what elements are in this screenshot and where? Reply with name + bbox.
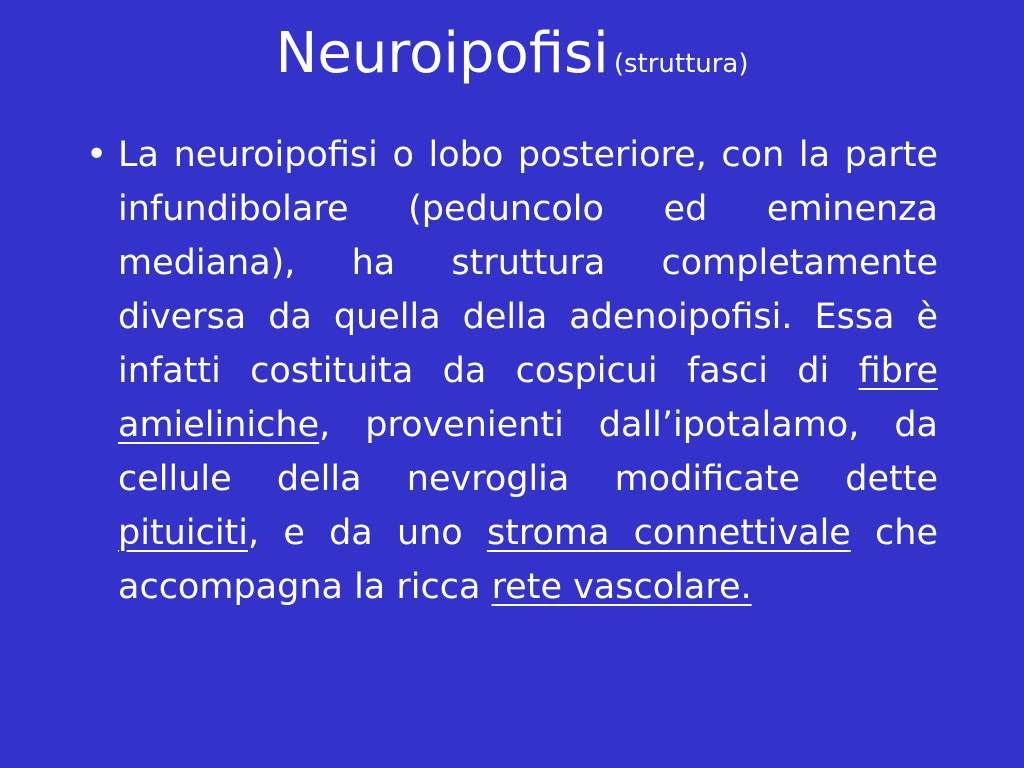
title-main: Neuroipofisi [275, 21, 609, 86]
slide-title [0, 14, 1024, 107]
slide-body [86, 128, 938, 614]
text-segment-4: che accompagna la ricca [118, 513, 938, 607]
link-pituiciti[interactable]: pituiciti [118, 513, 248, 553]
bullet-text [118, 128, 938, 614]
bullet-item [86, 128, 938, 614]
link-rete-vascolare[interactable]: rete vascolare. [491, 567, 752, 607]
bullet-icon: • [86, 134, 108, 175]
text-segment-2: , provenienti dall’ipotalamo, da cellule della nevroglia modificate dette [118, 405, 938, 499]
link-fibre-amieliniche[interactable]: fibre amieliniche [118, 351, 938, 445]
text-segment-3: , e da uno [248, 513, 487, 553]
text-segment-1: La neuroipofisi o lobo posteriore, con la parte infundibolare (peduncolo ed eminenza mediana), ha struttura completamente diversa da quella della adenoipofisi. Essa è infatti costituita da cospicui fasci di [118, 135, 938, 391]
link-stroma-connettivale[interactable]: stroma connettivale [486, 513, 851, 553]
title-subtitle: (struttura) [613, 49, 749, 79]
